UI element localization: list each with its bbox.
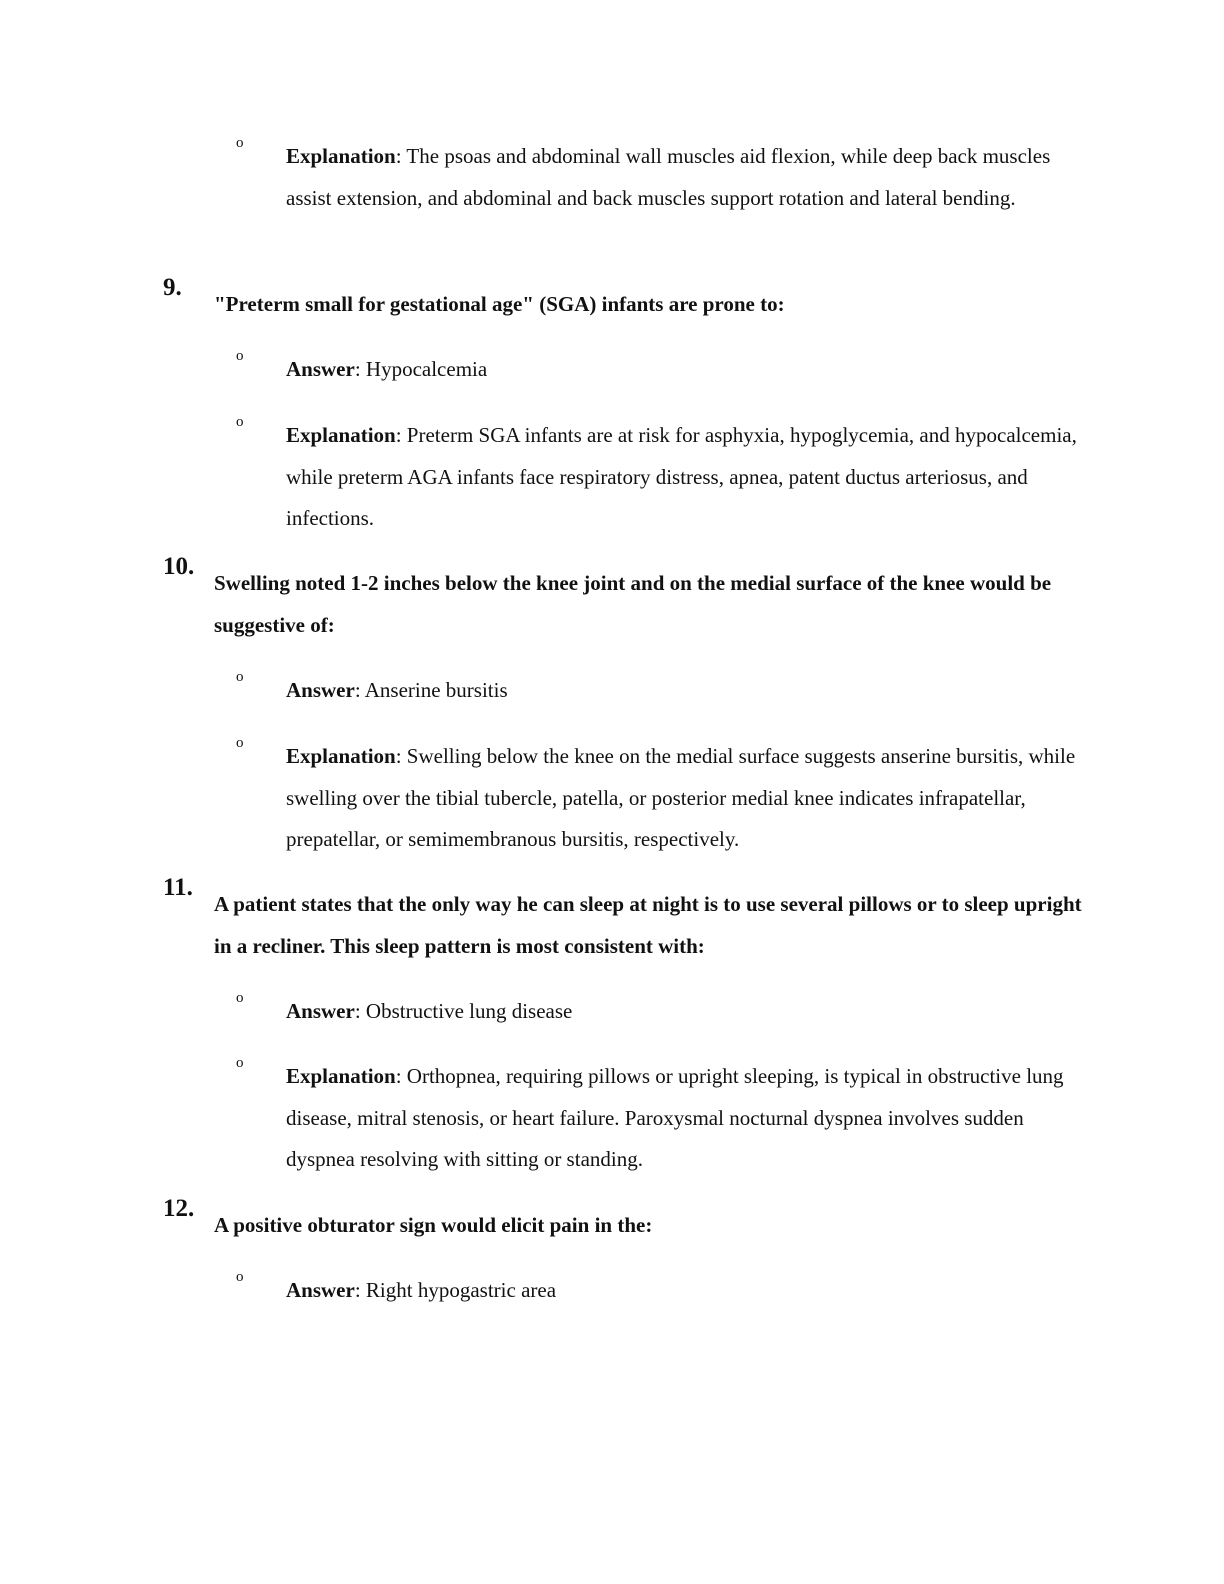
explanation-label: Explanation: [286, 1064, 396, 1088]
explanation-body: : Orthopnea, requiring pillows or upright sleeping, is typical in obstructive lung disease, mitral stenosis, or heart failure. Paroxysmal nocturnal dyspnea involves sudden dyspnea resolving with sitting or standing.: [286, 1064, 1064, 1171]
bullet-icon: o: [236, 414, 244, 430]
answer-label: Answer: [286, 1278, 355, 1302]
explanation-text: [286, 136, 1086, 219]
question-number: 11.: [163, 874, 193, 901]
bullet-icon: o: [236, 669, 244, 685]
answer-body: : Right hypogastric area: [354, 1278, 557, 1302]
explanation-text: [286, 415, 1086, 540]
answer-body: : Obstructive lung disease: [354, 999, 573, 1023]
bullet-icon: o: [236, 990, 244, 1006]
answer-text: [286, 1270, 1086, 1312]
answer-label: Answer: [286, 357, 355, 381]
question-text: Swelling noted 1-2 inches below the knee joint and on the medial surface of the knee would be suggestive of:: [214, 571, 1052, 637]
bullet-icon: o: [236, 1269, 244, 1285]
question-number: 12.: [163, 1195, 195, 1222]
bullet-icon: o: [236, 348, 244, 364]
explanation-body: : The psoas and abdominal wall muscles aid flexion, while deep back muscles assist extension, and abdominal and back muscles support rotation and lateral bending.: [286, 144, 1051, 210]
question-text: A patient states that the only way he can sleep at night is to use several pillows or to sleep upright in a recliner. This sleep pattern is most consistent with:: [214, 892, 1082, 958]
answer-label: Answer: [286, 678, 355, 702]
explanation-text: [286, 736, 1086, 861]
bullet-icon: o: [236, 135, 244, 151]
answer-text: [286, 349, 1086, 391]
question-number: 9.: [163, 274, 182, 301]
answer-body: : Anserine bursitis: [354, 678, 508, 702]
answer-body: : Hypocalcemia: [354, 357, 488, 381]
question-number: 10.: [163, 553, 195, 580]
answer-text: [286, 670, 1086, 712]
answer-text: [286, 991, 1086, 1033]
explanation-label: Explanation: [286, 744, 396, 768]
explanation-text: [286, 1056, 1086, 1181]
explanation-body: : Preterm SGA infants are at risk for asphyxia, hypoglycemia, and hypocalcemia, while preterm AGA infants face respiratory distress, apnea, patent ductus arteriosus, and infections.: [286, 423, 1077, 530]
answer-label: Answer: [286, 999, 355, 1023]
explanation-body: : Swelling below the knee on the medial surface suggests anserine bursitis, while swelling over the tibial tubercle, patella, or posterior medial knee indicates infrapatellar, prepatellar, or semimembranous bursitis, respectively.: [286, 744, 1076, 851]
bullet-icon: o: [236, 735, 244, 751]
explanation-label: Explanation: [286, 144, 396, 168]
explanation-label: Explanation: [286, 423, 396, 447]
question-text: "Preterm small for gestational age" (SGA) infants are prone to:: [214, 292, 785, 316]
bullet-icon: o: [236, 1055, 244, 1071]
question-text: A positive obturator sign would elicit pain in the:: [214, 1213, 653, 1237]
